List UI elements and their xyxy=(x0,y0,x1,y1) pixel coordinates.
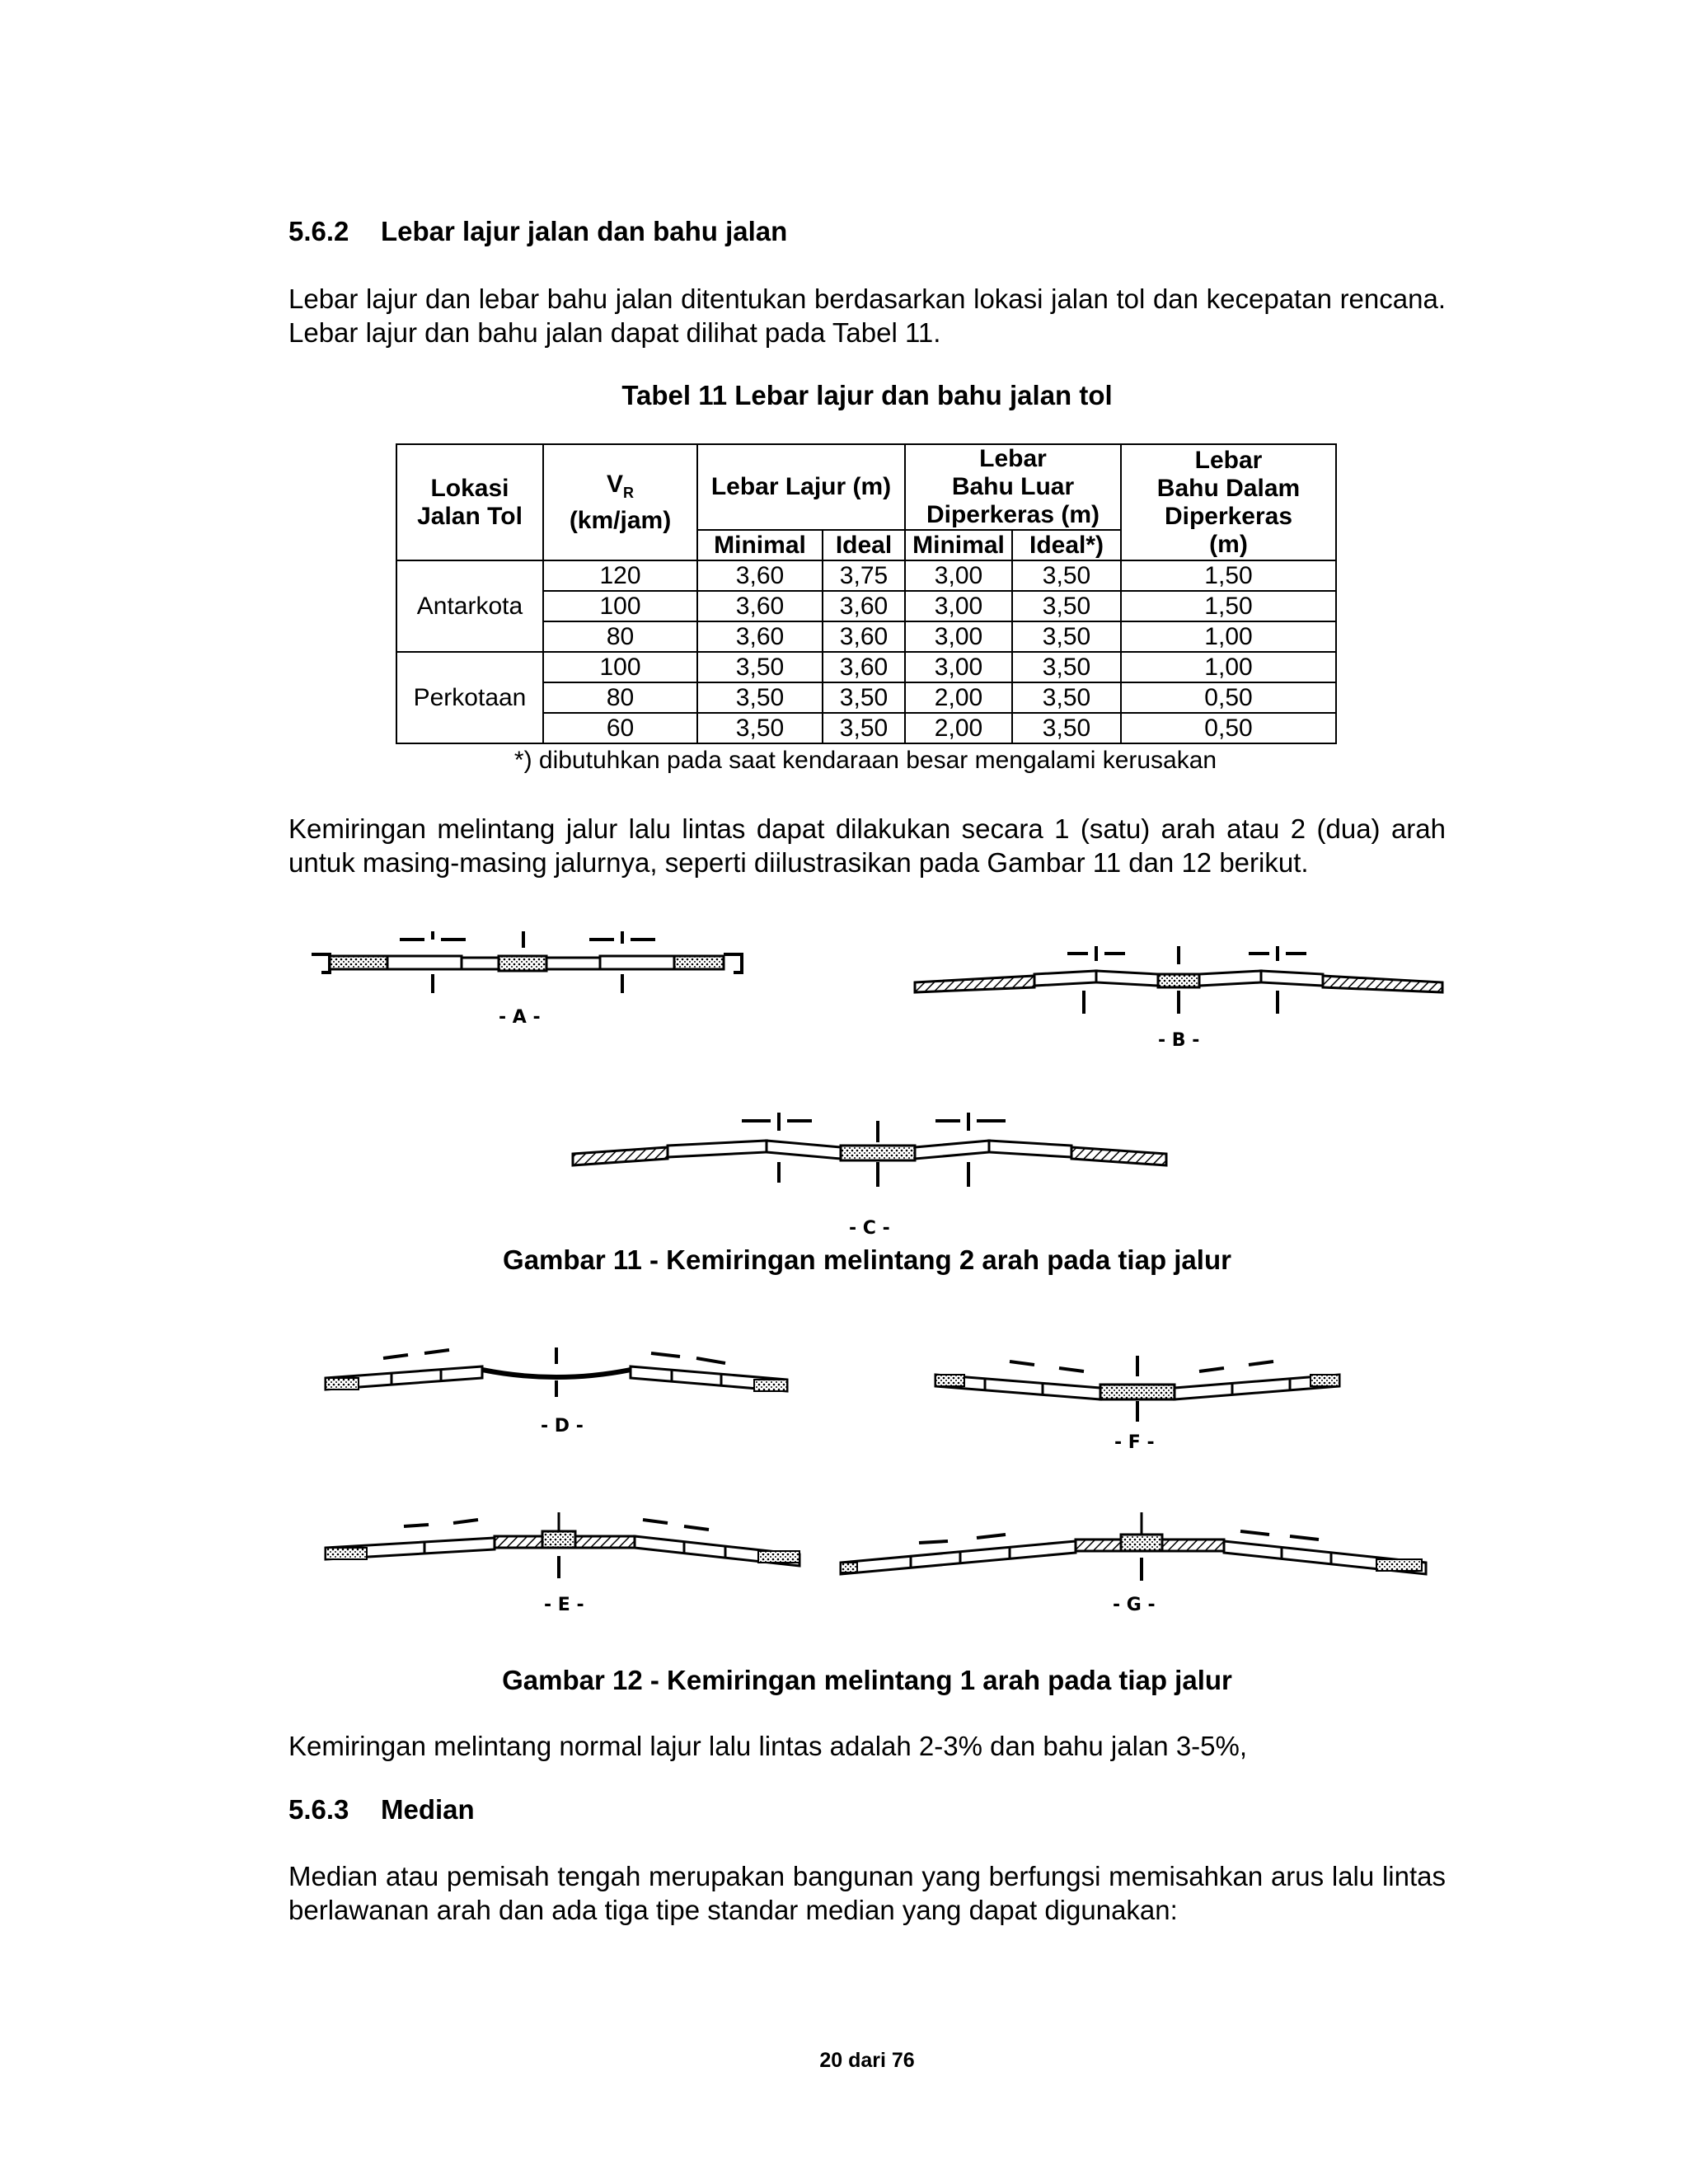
paragraph-median: Median atau pemisah tengah merupakan bangunan yang berfungsi memisahkan arus lalu lintas berlawanan arah dan ada tiga tipe standar median yang dapat digunakan: xyxy=(288,1861,1446,1925)
cross-section-g-figure xyxy=(837,1508,1430,1599)
figure-label-g: - G - xyxy=(1113,1595,1156,1615)
paragraph-normal-slope: Kemiringan melintang normal lajur lalu lintas adalah 2-3% dan bahu jalan 3-5%, xyxy=(288,1731,1248,1761)
figure-label-a: - A - xyxy=(499,1007,541,1028)
page-number: 20 dari 76 xyxy=(819,2049,915,2072)
section-title: Median xyxy=(381,1794,475,1825)
header-ideal-luar: Ideal*) xyxy=(1012,530,1121,560)
header-minimal: Minimal xyxy=(697,530,823,560)
paragraph-intro: Lebar lajur dan lebar bahu jalan ditentukan berdasarkan lokasi jalan tol dan kecepatan rencana. Lebar lajur dan bahu jalan dapat dilihat pada Tabel 11. xyxy=(288,284,1446,348)
section-number: 5.6.2 xyxy=(288,216,349,246)
table-row: Antarkota 120 3,60 3,75 3,00 3,50 1,50 xyxy=(396,560,1336,591)
figure-label-c: - C - xyxy=(849,1218,890,1239)
lokasi-cell: Perkotaan xyxy=(396,652,543,743)
table-note: *) dibutuhkan pada saat kendaraan besar mengalami kerusakan xyxy=(513,747,1217,774)
cross-section-b-figure xyxy=(911,940,1447,1038)
cross-section-f-figure xyxy=(927,1352,1372,1434)
lane-width-table xyxy=(396,443,1337,744)
cross-section-e-figure xyxy=(321,1508,808,1599)
header-bahu-dalam: Lebar Bahu Dalam Diperkeras (m) xyxy=(1121,444,1336,560)
table-row: 80 3,60 3,60 3,00 3,50 1,00 xyxy=(396,621,1336,652)
figure-11-caption: Gambar 11 - Kemiringan melintang 2 arah pada tiap jalur xyxy=(503,1244,1231,1275)
header-vr: $V_R$ (km/jam) xyxy=(543,444,697,560)
figure-12-caption: Gambar 12 - Kemiringan melintang 1 arah pada tiap jalur xyxy=(502,1665,1232,1695)
header-bahu-luar: Lebar Bahu Luar Diperkeras (m) xyxy=(905,444,1121,530)
section-heading-5-6-2 xyxy=(288,216,787,247)
lokasi-cell: Antarkota xyxy=(396,560,543,652)
table-caption: Tabel 11 Lebar lajur dan bahu jalan tol xyxy=(621,380,1113,410)
section-heading-5-6-3 xyxy=(288,1794,475,1825)
figure-label-d: - D - xyxy=(541,1416,584,1436)
header-ideal: Ideal xyxy=(823,530,905,560)
table-row: Perkotaan 100 3,50 3,60 3,00 3,50 1,00 xyxy=(396,652,1336,682)
figure-label-b: - B - xyxy=(1158,1030,1200,1051)
paragraph-slope: Kemiringan melintang jalur lalu lintas dapat dilakukan secara 1 (satu) arah atau 2 (dua) arah untuk masing-masing jalurnya, seperti diilustrasikan pada Gambar 11 dan 12 berikut. xyxy=(288,813,1446,878)
table-row: 80 3,50 3,50 2,00 3,50 0,50 xyxy=(396,682,1336,713)
table-row: 100 3,60 3,60 3,00 3,50 1,50 xyxy=(396,591,1336,621)
cross-section-d-figure xyxy=(317,1343,795,1426)
header-lebar-lajur: Lebar Lajur (m) xyxy=(697,444,905,530)
figure-label-f: - F - xyxy=(1114,1432,1155,1453)
header-minimal-luar: Minimal xyxy=(905,530,1012,560)
section-number: 5.6.3 xyxy=(288,1794,349,1825)
table-row: 60 3,50 3,50 2,00 3,50 0,50 xyxy=(396,713,1336,743)
figure-label-e: - E - xyxy=(544,1595,584,1615)
header-lokasi: Lokasi Jalan Tol xyxy=(396,444,543,560)
section-title: Lebar lajur jalan dan bahu jalan xyxy=(381,216,788,246)
cross-section-c-figure xyxy=(569,1104,1170,1220)
